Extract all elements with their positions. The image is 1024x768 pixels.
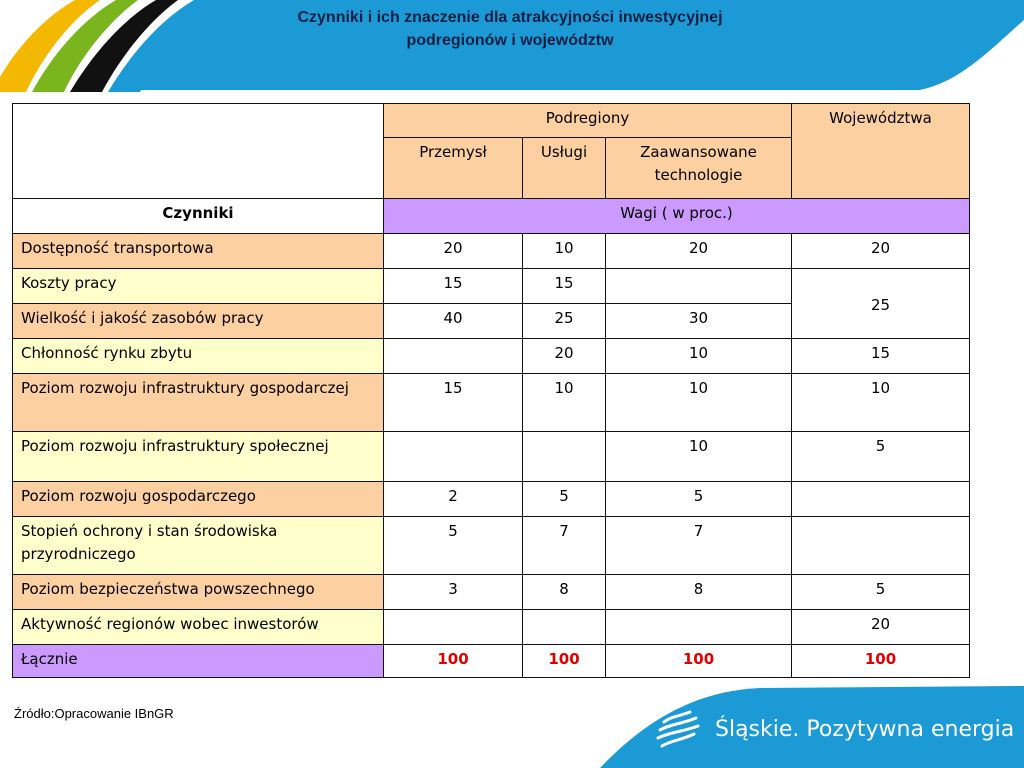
cell-przemysl: 3	[384, 575, 523, 610]
cell-zaawansowane	[606, 610, 792, 645]
source-note: Źródło:Opracowanie IBnGR	[14, 706, 174, 721]
table-row	[13, 432, 970, 482]
cell-wojewodztwa: 20	[792, 234, 970, 269]
title-line-1: Czynniki i ich znaczenie dla atrakcyjności inwestycyjnej	[297, 9, 723, 26]
row-label: Aktywność regionów wobec inwestorów	[13, 610, 384, 645]
row-label: Poziom rozwoju gospodarczego	[13, 482, 384, 517]
cell-uslugi: 20	[523, 339, 606, 374]
cell-uslugi: 15	[523, 269, 606, 304]
cell-zaawansowane: 10	[606, 432, 792, 482]
cell-zaawansowane	[606, 269, 792, 304]
cell-wojewodztwa: 20	[792, 610, 970, 645]
header-czynniki: Czynniki	[13, 199, 384, 234]
factors-table	[12, 103, 970, 678]
cell-wojewodztwa: 5	[792, 575, 970, 610]
total-uslugi: 100	[523, 645, 606, 678]
brand-name: Śląskie.	[715, 717, 800, 742]
cell-wojewodztwa: 25	[792, 269, 970, 339]
table-row	[13, 482, 970, 517]
cell-zaawansowane: 7	[606, 517, 792, 575]
total-row	[13, 645, 970, 678]
header-przemysl: Przemysł	[384, 138, 523, 199]
brand-logo	[715, 717, 1014, 742]
cell-uslugi: 7	[523, 517, 606, 575]
table-row	[13, 269, 970, 304]
brand-slogan: Pozytywna energia	[806, 717, 1015, 742]
cell-zaawansowane: 8	[606, 575, 792, 610]
cell-uslugi: 5	[523, 482, 606, 517]
cell-zaawansowane: 30	[606, 304, 792, 339]
cell-przemysl: 40	[384, 304, 523, 339]
row-label: Dostępność transportowa	[13, 234, 384, 269]
cell-uslugi	[523, 610, 606, 645]
cell-przemysl	[384, 432, 523, 482]
table-row	[13, 374, 970, 432]
cell-uslugi: 10	[523, 234, 606, 269]
cell-uslugi: 25	[523, 304, 606, 339]
header-zaawansowane: Zaawansowane technologie	[606, 138, 792, 199]
title-line-2: podregionów i województw	[406, 32, 614, 49]
row-label: Poziom bezpieczeństwa powszechnego	[13, 575, 384, 610]
cell-wojewodztwa	[792, 517, 970, 575]
table-row	[13, 339, 970, 374]
cell-przemysl: 15	[384, 374, 523, 432]
total-label: Łącznie	[13, 645, 384, 678]
cell-przemysl	[384, 339, 523, 374]
cell-zaawansowane: 10	[606, 339, 792, 374]
cell-zaawansowane: 20	[606, 234, 792, 269]
table-row	[13, 234, 970, 269]
cell-zaawansowane: 5	[606, 482, 792, 517]
cell-przemysl	[384, 610, 523, 645]
corner-cell	[13, 104, 384, 199]
cell-uslugi: 8	[523, 575, 606, 610]
row-label: Stopień ochrony i stan środowiska przyrodniczego	[13, 517, 384, 575]
table-row	[13, 610, 970, 645]
cell-wojewodztwa: 10	[792, 374, 970, 432]
page-title	[230, 6, 790, 52]
cell-wojewodztwa	[792, 482, 970, 517]
cell-przemysl: 20	[384, 234, 523, 269]
table-row	[13, 517, 970, 575]
row-label: Poziom rozwoju infrastruktury społecznej	[13, 432, 384, 482]
cell-przemysl: 15	[384, 269, 523, 304]
header-wagi: Wagi ( w proc.)	[384, 199, 970, 234]
cell-przemysl: 5	[384, 517, 523, 575]
cell-zaawansowane: 10	[606, 374, 792, 432]
total-wojewodztwa: 100	[792, 645, 970, 678]
header-wojewodztwa: Województwa	[792, 104, 970, 199]
total-zaawansowane: 100	[606, 645, 792, 678]
row-label: Poziom rozwoju infrastruktury gospodarczej	[13, 374, 384, 432]
cell-uslugi: 10	[523, 374, 606, 432]
header-podregiony: Podregiony	[384, 104, 792, 138]
row-label: Chłonność rynku zbytu	[13, 339, 384, 374]
header-uslugi: Usługi	[523, 138, 606, 199]
table-row	[13, 575, 970, 610]
cell-wojewodztwa: 15	[792, 339, 970, 374]
row-label: Koszty pracy	[13, 269, 384, 304]
cell-wojewodztwa: 5	[792, 432, 970, 482]
cell-przemysl: 2	[384, 482, 523, 517]
total-przemysl: 100	[384, 645, 523, 678]
cell-uslugi	[523, 432, 606, 482]
row-label: Wielkość i jakość zasobów pracy	[13, 304, 384, 339]
